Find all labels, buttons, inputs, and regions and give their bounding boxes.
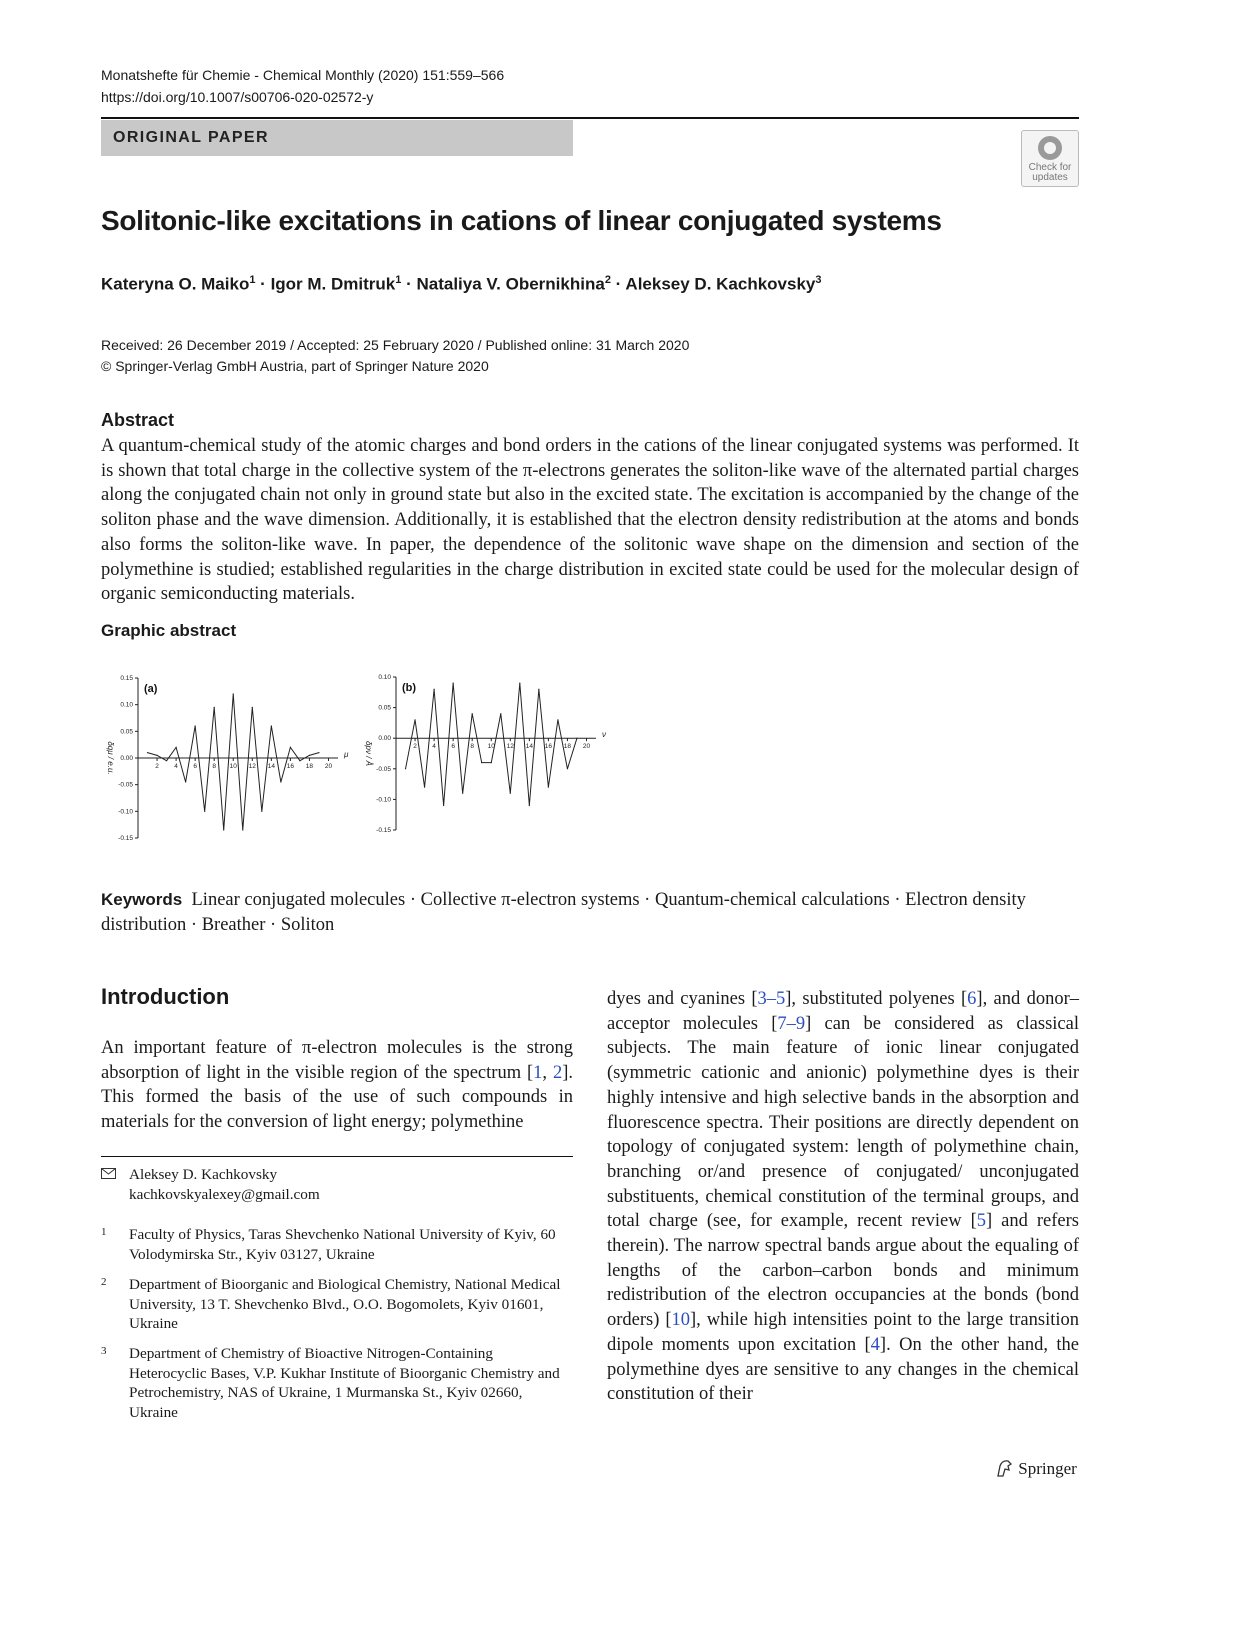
data-point: [175, 747, 176, 748]
header-rule: [101, 117, 1079, 119]
footnote-rule: [101, 1156, 573, 1157]
x-tick-label: 18: [563, 743, 572, 751]
citation-link[interactable]: 4: [870, 1334, 880, 1355]
citation-link[interactable]: 10: [671, 1310, 691, 1331]
intro-column-2: [607, 987, 1079, 1407]
data-point: [510, 793, 511, 794]
data-point: [166, 760, 167, 761]
x-tick-label: 20: [582, 743, 591, 751]
x-tick-label: 10: [487, 743, 495, 751]
y-tick-label: 0.15: [120, 675, 133, 682]
x-tick-label: 2: [155, 763, 159, 770]
y-axis-label: δqμ / e.u.: [106, 741, 115, 775]
x-tick-label: 14: [267, 763, 275, 770]
journal-line: Monatshefte für Chemie - Chemical Monthly (2020) 151:559–566: [101, 67, 505, 83]
y-tick-label: 0.05: [120, 728, 133, 736]
x-tick-label: 12: [248, 763, 256, 770]
citation-link[interactable]: 2: [552, 1062, 563, 1083]
author-separator: ·: [610, 274, 626, 294]
author-affiliation-marker: 3: [815, 274, 822, 286]
y-tick-label: -0.15: [376, 827, 391, 834]
check-line-2: updates: [1032, 172, 1068, 183]
y-tick-label: -0.05: [376, 765, 391, 773]
data-point: [538, 689, 539, 690]
data-point: [424, 787, 425, 788]
data-point: [462, 793, 463, 794]
body-text: dyes and cyanines [: [607, 989, 758, 1009]
x-tick-label: 14: [525, 743, 533, 751]
x-tick-label: 8: [212, 763, 217, 770]
y-tick-label: -0.15: [118, 835, 133, 842]
springer-horse-icon: [994, 1458, 1014, 1478]
data-point: [567, 768, 568, 769]
body-text: ], while high intensities point to the large transition dipole moments upon excitation [: [607, 1310, 1079, 1355]
data-point: [453, 683, 454, 684]
affiliation-number: 3: [101, 1345, 107, 1357]
author-list: [101, 274, 822, 295]
data-point: [481, 762, 482, 763]
citation-link[interactable]: 1: [533, 1062, 543, 1083]
y-tick-label: 0.10: [120, 701, 133, 709]
abstract-text: A quantum-chemical study of the atomic charges and bond orders in the cations of the linear conjugated systems was performed. It is shown that total charge in the collective system of the π-electrons generates the soliton-like wave of the alternated partial charges along the conjugated chain not only in ground state but also in the excited state. The excitation is accompanied by the change of the soliton phase and the wave dimension. Additionally, it is established that the electron density redistribution at the atoms and bonds also forms the soliton-like wave. In paper, the dependence of the solitonic wave shape on the dimension and section of the polymethine is studied; established regularities in the charge distribution in excited state could be used for the molecular design of organic semiconducting materials.: [101, 436, 1079, 605]
author-separator: ·: [255, 274, 271, 294]
publisher-logo: [994, 1458, 1077, 1479]
author-affiliation-marker: 1: [395, 274, 402, 286]
data-point: [557, 719, 558, 720]
data-point: [261, 811, 262, 812]
data-point: [156, 755, 157, 756]
x-tick-label: 10: [229, 763, 237, 770]
x-tick-label: 20: [324, 763, 333, 770]
body-text: ] and refers therein). The narrow spectral bands argue about the equaling of lengths of the carbon–carbon bonds and minimum redistribution of the electron occupancies at the bonds (bond orders) [: [607, 1211, 1079, 1331]
data-point: [299, 760, 300, 761]
author-name[interactable]: Igor M. Dmitruk: [270, 274, 396, 294]
citation-link[interactable]: 6: [967, 989, 977, 1009]
body-text: ]. This formed the basis of the use of such compounds in materials for the conversion of light energy; polymethine: [101, 1062, 574, 1133]
check-for-updates-button[interactable]: [1021, 130, 1079, 187]
affiliation-number: 1: [101, 1226, 107, 1238]
journal-citation: [101, 64, 504, 108]
data-point: [271, 725, 272, 726]
data-point: [491, 762, 492, 763]
author-name[interactable]: Kateryna O. Maiko: [101, 274, 250, 294]
data-point: [529, 805, 530, 806]
author-name[interactable]: Nataliya V. Obernikhina: [416, 274, 605, 294]
x-tick-label: 4: [432, 743, 436, 751]
data-point: [223, 829, 224, 830]
article-type-badge: [101, 120, 573, 156]
data-point: [318, 752, 319, 753]
x-tick-label: 4: [174, 763, 178, 770]
affiliation-text: Department of Bioorganic and Biological Chemistry, National Medical University, 13 T. Shevchenko Blvd., O.O. Bogomolets, Kyiv 01601, Ukraine: [129, 1276, 561, 1332]
x-tick-label: 2: [413, 743, 417, 751]
correspondence-name: Aleksey D. Kachkovsky: [129, 1166, 278, 1183]
data-point: [242, 829, 243, 830]
data-point: [309, 755, 310, 756]
data-point: [290, 747, 291, 748]
data-point: [195, 725, 196, 726]
data-point: [214, 707, 215, 708]
y-axis-label: δpν / Å: [364, 741, 373, 766]
data-point: [147, 752, 148, 753]
y-tick-label: -0.10: [376, 796, 391, 804]
y-tick-label: 0.05: [378, 704, 391, 712]
body-text: ], substituted polyenes [: [785, 989, 968, 1009]
author-name[interactable]: Aleksey D. Kachkovsky: [625, 274, 816, 294]
graphic-abstract-figure: [100, 660, 620, 850]
affiliation-number: 2: [101, 1276, 107, 1288]
citation-link[interactable]: 7–9: [777, 1013, 806, 1034]
paper-title: Solitonic-like excitations in cations of linear conjugated systems: [101, 205, 942, 236]
author-separator: ·: [401, 274, 417, 294]
check-line-1: Check for: [1028, 162, 1072, 173]
data-point: [233, 693, 234, 694]
panel-label: (a): [144, 683, 158, 695]
publisher-name: Springer: [1018, 1459, 1077, 1478]
copyright-line: © Springer-Verlag GmbH Austria, part of Springer Nature 2020: [101, 358, 489, 374]
data-point: [548, 787, 549, 788]
y-tick-label: 0.00: [120, 755, 133, 762]
envelope-icon: [101, 1168, 117, 1180]
data-point: [405, 768, 406, 769]
dates-line: Received: 26 December 2019 / Accepted: 25 February 2020 / Published online: 31 March 2020: [101, 337, 690, 353]
author-affiliation-marker: 1: [249, 274, 256, 286]
x-axis-label: ν: [602, 730, 606, 740]
chart-panel-b: [364, 674, 606, 834]
crossmark-icon: [1038, 136, 1062, 160]
graphic-abstract-heading: Graphic abstract: [101, 621, 237, 640]
body-text: ], and donor–acceptor molecules [: [607, 989, 1079, 1034]
keywords-block: [101, 888, 1079, 937]
data-point: [500, 713, 501, 714]
data-point: [472, 713, 473, 714]
citation-link[interactable]: 5: [976, 1211, 987, 1232]
data-point: [204, 811, 205, 812]
y-tick-label: -0.05: [118, 781, 133, 789]
publication-history: [101, 335, 689, 377]
data-point: [185, 781, 186, 782]
data-point: [252, 707, 253, 708]
introduction-heading: Introduction: [101, 984, 230, 1009]
x-tick-label: 16: [286, 763, 294, 770]
citation-link[interactable]: 3–5: [757, 989, 786, 1009]
intro-column-1: [101, 1036, 573, 1135]
y-tick-label: 0.00: [378, 735, 391, 743]
data-point: [576, 738, 577, 739]
x-tick-label: 6: [193, 763, 197, 770]
data-point: [280, 781, 281, 782]
data-series-line: [148, 694, 319, 830]
data-point: [414, 719, 415, 720]
y-tick-label: 0.10: [378, 674, 391, 681]
x-axis-label: μ: [344, 750, 349, 759]
correspondence-email[interactable]: kachkovskyalexey@gmail.com: [129, 1185, 320, 1203]
keywords-text: Linear conjugated molecules · Collective π-electron systems · Quantum-chemical calculations · Electron density distribution · Breather · Soliton: [101, 890, 1026, 935]
x-tick-label: 16: [544, 743, 552, 751]
check-for-updates-label: [1022, 163, 1078, 183]
affiliation-text: Faculty of Physics, Taras Shevchenko National University of Kyiv, 60 Volodymirska Str., Kyiv 03127, Ukraine: [129, 1226, 556, 1263]
panel-label: (b): [402, 682, 417, 694]
article-type-label: ORIGINAL PAPER: [113, 129, 269, 146]
x-tick-label: 18: [305, 763, 314, 770]
body-text: ,: [542, 1062, 553, 1083]
chart-panel-a: [106, 675, 349, 842]
x-tick-label: 8: [470, 743, 475, 751]
affiliation-text: Department of Chemistry of Bioactive Nitrogen-Containing Heterocyclic Bases, V.P. Kukhar Institute of Bioorganic Chemistry and Petrochemistry, NAS of Ukraine, 1 Murmanska St., Kyiv 02660, Ukraine: [129, 1345, 560, 1421]
data-point: [433, 689, 434, 690]
data-point: [443, 805, 444, 806]
keywords-label: Keywords: [101, 890, 183, 909]
data-point: [519, 683, 520, 684]
x-tick-label: 6: [451, 743, 455, 751]
author-affiliation-marker: 2: [604, 274, 611, 286]
abstract-heading: Abstract: [101, 410, 175, 430]
body-text: ] can be considered as classical subjects. The main feature of ionic linear conjugated (symmetric cationic and anionic) polymethine dyes is their highly intensive and high selective bands in the absorption and fluorescence spectra. Their positions are directly dependent on topology of conjugated system: length of polymethine chain, branching or/and presence of conjugated/ unconjugated substituents, chemical constitution of the terminal groups, and total charge (see, for example, recent review [: [607, 1013, 1079, 1232]
body-text: An important feature of π-electron molecules is the strong absorption of light in the visible region of the spectrum [: [101, 1038, 573, 1083]
doi-link[interactable]: https://doi.org/10.1007/s00706-020-02572-y: [101, 89, 374, 105]
body-text: ]. On the other hand, the polymethine dyes are sensitive to any changes in the chemical constitution of their: [607, 1334, 1079, 1405]
y-tick-label: -0.10: [118, 808, 133, 816]
x-tick-label: 12: [506, 743, 514, 751]
